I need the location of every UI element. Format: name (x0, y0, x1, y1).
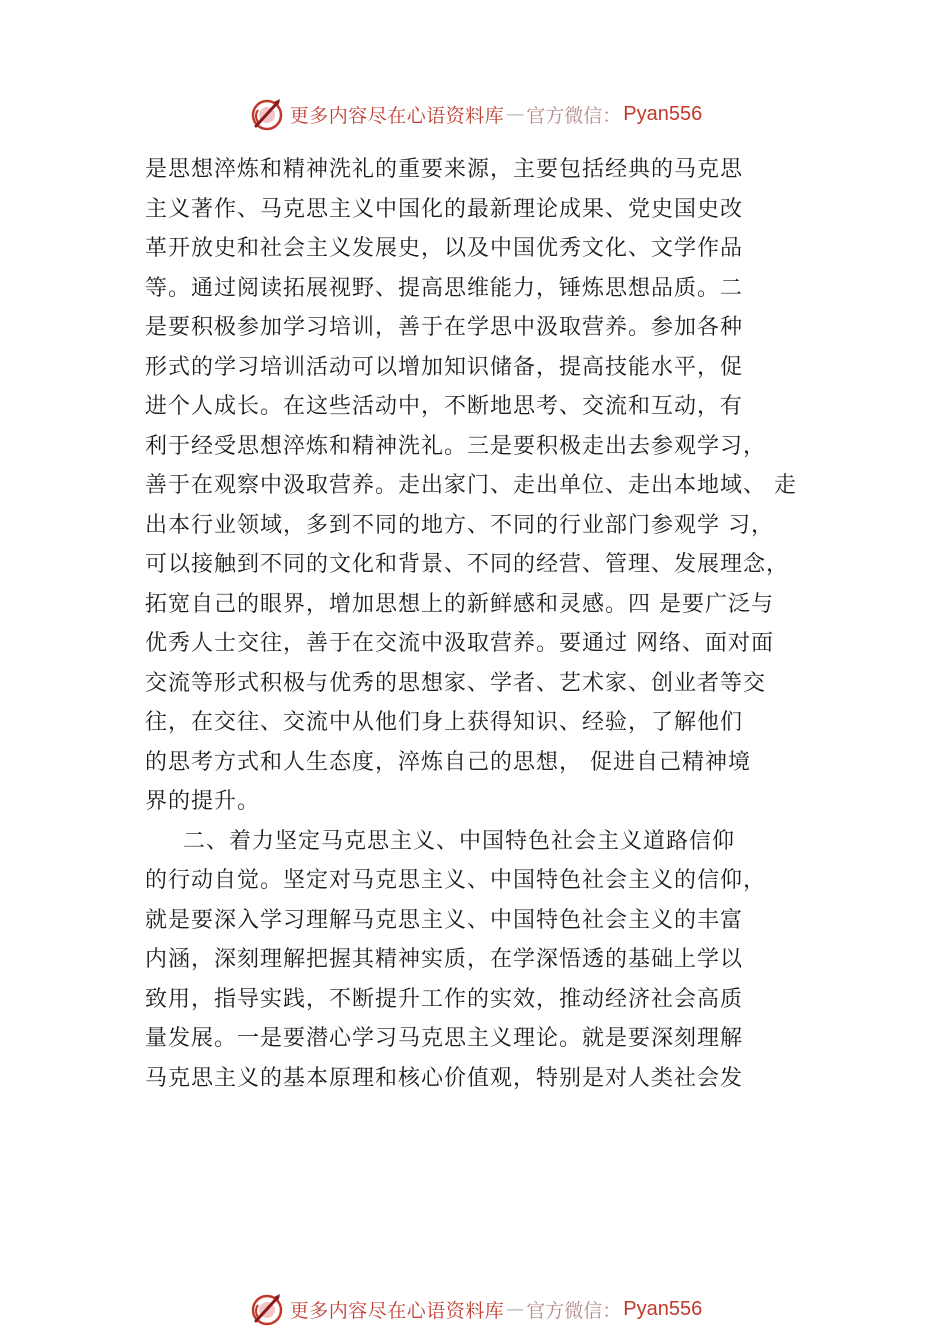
text-line: 主义著作、马克思主义中国化的最新理论成果、党史国史改 (145, 196, 744, 222)
text-line: 利于经受思想淬炼和精神洗礼。三是要积极走出去参观学习， (145, 433, 767, 459)
text-line: 交流等形式积极与优秀的思想家、学者、艺术家、创业者等交 (145, 670, 767, 696)
header-wechat-label: 官方微信： (526, 104, 622, 127)
text-line: 马克思主义的基本原理和核心价值观，特别是对人类社会发 (145, 1065, 744, 1091)
text-line: 出本行业领域，多到不同的地方、不同的行业部门参观学 习， (145, 512, 774, 538)
text-line: 是思想淬炼和精神洗礼的重要来源，主要包括经典的马克思 (145, 157, 744, 182)
text-line: 拓宽自己的眼界，增加思想上的新鲜感和灵感。四 是要广泛与 (145, 591, 774, 617)
text-line: 可以接触到不同的文化和背景、不同的经营、管理、发展理念， (145, 552, 790, 577)
footer-dash: — (506, 1298, 525, 1320)
footer-watermark (0, 1289, 950, 1329)
text-line: 量发展。一是要潜心学习马克思主义理论。就是要深刻理解 (145, 1026, 744, 1051)
header-site-name: 更多内容尽在心语资料库 (289, 104, 505, 127)
text-line: 就是要深入学习理解马克思主义、中国特色社会主义的丰富 (145, 907, 744, 933)
footer-site-name: 更多内容尽在心语资料库 (289, 1299, 505, 1322)
text-line: 进个人成长。在这些活动中，不断地思考、交流和互动，有 (145, 394, 744, 419)
document-body (145, 150, 845, 1098)
header-watermark (0, 94, 950, 134)
text-line: 往，在交往、交流中从他们身上获得知识、经验，了解他们 (145, 710, 744, 735)
text-line: 形式的学习培训活动可以增加知识储备，提高技能水平，促 (145, 354, 744, 380)
text-line: 善于在观察中汲取营养。走出家门、走出单位、走出本地域、 走 (145, 473, 797, 498)
text-line: 的行动自觉。坚定对马克思主义、中国特色社会主义的信仰， (145, 868, 767, 893)
text-line: 内涵，深刻理解把握其精神实质，在学深悟透的基础上学以 (145, 947, 744, 972)
header-wechat-id: Pyan556 (623, 102, 703, 125)
logo-icon (248, 96, 286, 132)
text-line: 等。通过阅读拓展视野、提高思维能力，锤炼思想品质。二 (145, 275, 744, 301)
text-line: 的思考方式和人生态度，淬炼自己的思想， 促进自己精神境 (145, 749, 751, 775)
section-heading-line: 二、着力坚定马克思主义、中国特色社会主义道路信仰 (183, 828, 736, 854)
text-line: 革开放史和社会主义发展史，以及中国优秀文化、文学作品 (145, 236, 744, 261)
header-dash: — (506, 103, 525, 125)
footer-wechat-label: 官方微信： (526, 1299, 622, 1322)
logo-icon (248, 1291, 286, 1327)
text-line: 致用，指导实践，不断提升工作的实效，推动经济社会高质 (145, 986, 744, 1012)
text-line: 界的提升。 (145, 789, 261, 814)
footer-wechat-id: Pyan556 (623, 1297, 703, 1320)
text-line: 是要积极参加学习培训，善于在学思中汲取营养。参加各种 (145, 315, 744, 340)
text-line: 优秀人士交往，善于在交流中汲取营养。要通过 网络、面对面 (145, 631, 774, 656)
